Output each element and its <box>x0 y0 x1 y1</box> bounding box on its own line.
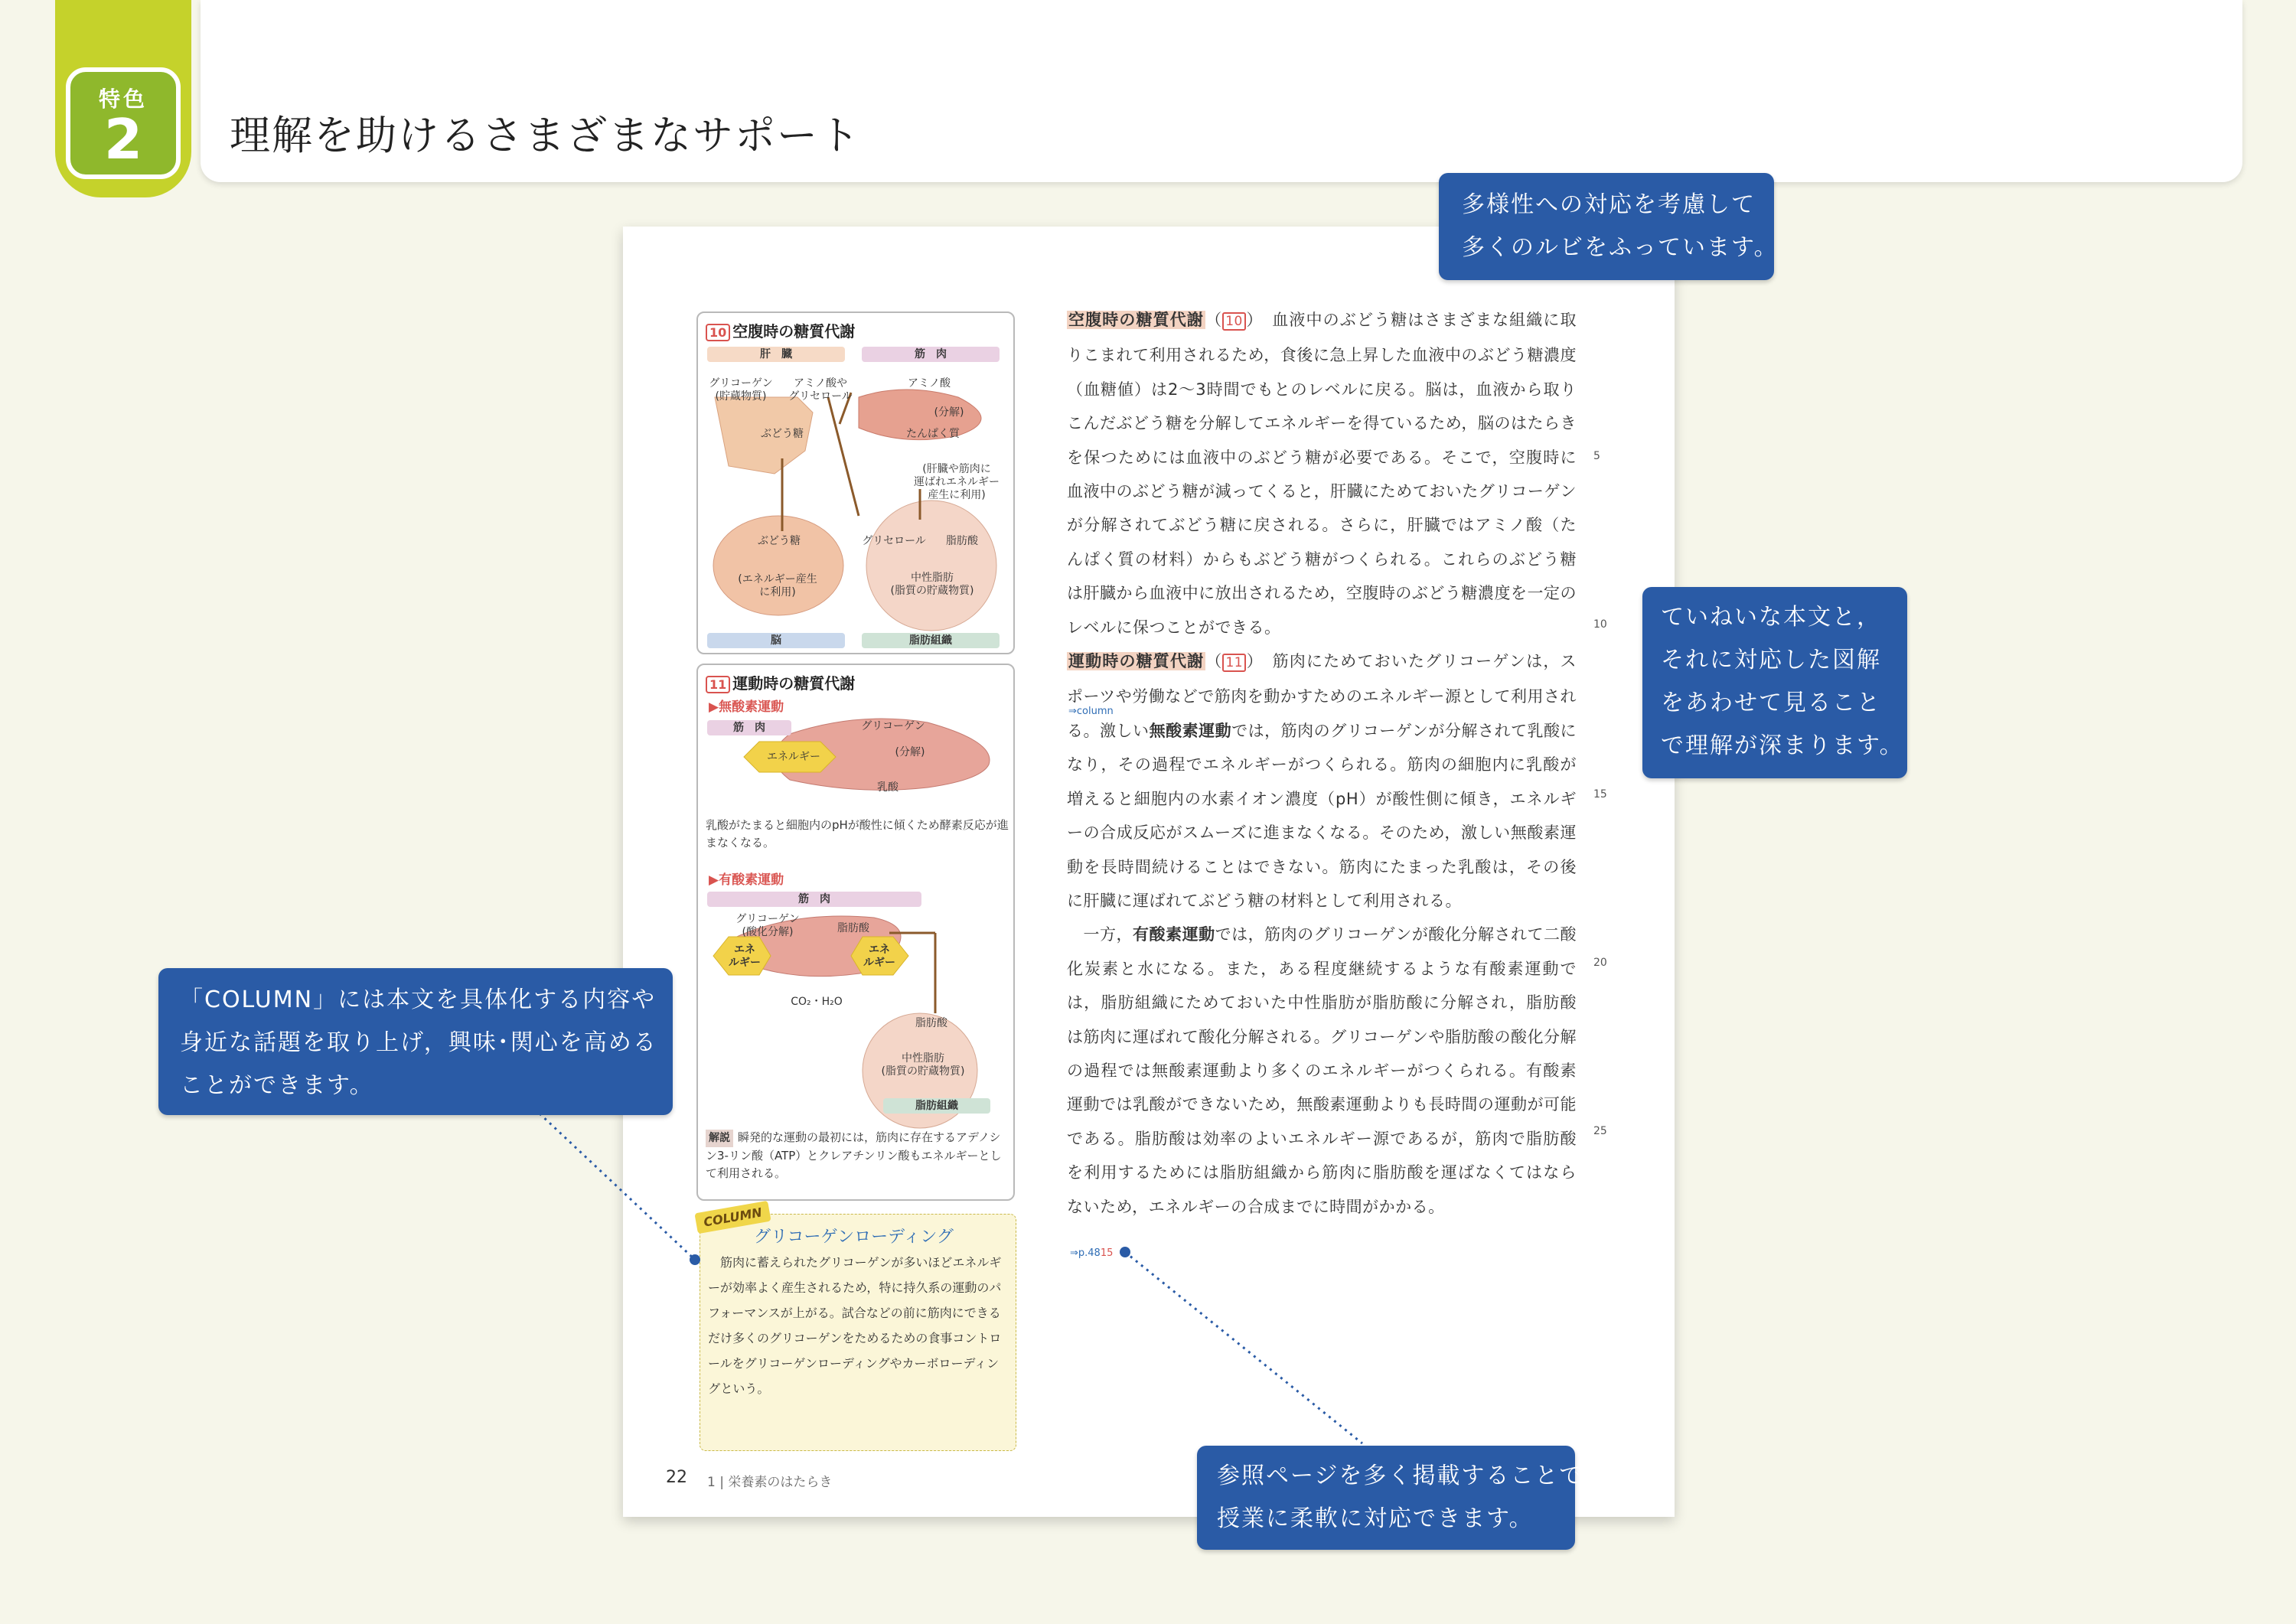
term-anaerobic: 無酸素運動 <box>1149 721 1232 740</box>
text-aerobic-a: 一方， <box>1067 925 1133 944</box>
aerobic-heading: ▶有酸素運動 <box>709 872 784 888</box>
label-glucose-liver: ぶどう糖 <box>761 428 804 440</box>
label-lactic: 乳酸 <box>877 781 899 794</box>
page-number: 22 <box>666 1468 687 1487</box>
heading-exercise: 運動時の糖質代謝 <box>1068 652 1205 671</box>
figure-ref-11: 11 <box>1222 654 1246 672</box>
column-reference[interactable]: ⇒column <box>1068 706 1114 717</box>
figure-11-title: 11 運動時の糖質代謝 <box>706 671 855 693</box>
label-glycogen-anaerobic: グリコーゲン <box>861 720 925 732</box>
label-energy-anaerobic: エネルギー <box>767 751 820 763</box>
label-protein: たんぱく質 <box>906 428 960 440</box>
column-body: 筋肉に蓄えられたグリコーゲンが多いほどエネルギーが効率よく産生されるため，特に持久系の運動のパフォーマンスが上がる。試合などの前に筋肉にできるだけ多くのグリコーゲンをためるための食事コントロールをグリコーゲンローディングやカーボローディングという。 <box>708 1255 1002 1396</box>
paragraph-fasting: 空腹時の糖質代謝（ 10 ） 血液中のぶどう糖はさまざまな組織に取りこまれて利用されるため，食後に急上昇した血液中のぶどう糖濃度（血糖値）は2～3時間でもとのレベルに戻る。脳は，血液から取りこんだぶどう糖を分解してエネルギーを得ているため，脳のはたらきを保つためには血液中のぶどう糖が必要である。そこで，空腹時に血液中のぶどう糖が減ってくると，肝臓にためておいたグリコーゲンが分解されてぶどう糖に戻される。さらに，肝臓ではアミノ酸（たんぱく質の材料）からもぶどう糖がつくられる。これらのぶどう糖は肝臓から血液中に放出されるため，空腹時のぶどう糖濃度を一定のレベルに保つことができる。 <box>1067 311 1577 637</box>
chapter-label: 1 | 栄養素のはたらき <box>707 1475 833 1490</box>
page-reference[interactable]: ⇒p.4815 <box>1070 1247 1114 1259</box>
heading-fasting: 空腹時の糖質代謝 <box>1068 311 1205 329</box>
label-neutral-fat-aerobic: 中性脂肪 (脂質の貯蔵物質) <box>881 1052 965 1078</box>
label-brain-energy: (エネルギー産生 に利用) <box>738 573 817 598</box>
label-amino-glycerol: アミノ酸や グリセロール <box>788 377 853 403</box>
line-number-15: 15 <box>1593 788 1607 801</box>
label-energy-right: エネ ルギー <box>863 944 895 969</box>
column-pointer-dot <box>690 1254 700 1265</box>
term-aerobic: 有酸素運動 <box>1133 925 1215 944</box>
text-exercise-b: では，筋肉のグリコーゲンが分解されて乳酸になり，その過程でエネルギーがつくられる。筋肉の細胞内に乳酸が増えると細胞内の水素イオン濃度（pH）が酸性側に傾き，エネルギーの合成反応がスムーズに進まなくなる。そのため，激しい無酸素運動を長時間続けることはできない。筋肉にたまった乳酸は，その後に肝臓に運ばれてぶどう糖の材料として利用される。 <box>1067 721 1577 910</box>
badge-number: 2 <box>103 107 143 171</box>
callout-reference: 参照ページを多く掲載することで， 授業に柔軟に対応できます。 <box>1197 1446 1575 1550</box>
label-glycogen-aerobic: グリコーゲン (酸化分解) <box>735 913 800 938</box>
label-muscle: 筋 肉 <box>862 347 1000 362</box>
line-number-25: 25 <box>1593 1125 1607 1137</box>
label-brain: 脳 <box>707 633 845 648</box>
text-fasting: 血液中のぶどう糖はさまざまな組織に取りこまれて利用されるため，食後に急上昇した血液中のぶどう糖濃度（血糖値）は2～3時間でもとのレベルに戻る。脳は，血液から取りこんだぶどう糖を分解してエネルギーを得ているため，脳のはたらきを保つためには血液中のぶどう糖が必要である。そこで，空腹時に血液中のぶどう糖が減ってくると，肝臓にためておいたグリコーゲンが分解されてぶどう糖に戻される。さらに，肝臓ではアミノ酸（たんぱく質の材料）からもぶどう糖がつくられる。これらのぶどう糖は肝臓から血液中に放出されるため，空腹時のぶどう糖濃度を一定のレベルに保つことができる。 <box>1067 311 1577 637</box>
label-liver: 肝 臓 <box>707 347 845 362</box>
line-number-10: 10 <box>1593 618 1607 631</box>
column-title: グリコーゲンローディング <box>754 1228 954 1247</box>
label-energy-left: エネ ルギー <box>729 944 761 969</box>
anaerobic-heading: ▶無酸素運動 <box>709 699 784 715</box>
callout-text-figure: ていねいな本文と， それに対応した図解 をあわせて見ること で理解が深まります。 <box>1642 587 1907 778</box>
reference-pointer-dot <box>1120 1247 1130 1257</box>
label-adipose-aerobic: 脂肪組織 <box>883 1098 990 1114</box>
page-title: 理解を助けるさまざまなサポート <box>230 113 861 159</box>
kaisetsu-text: 瞬発的な運動の最初には，筋肉に存在するアデノシン3-リン酸（ATP）とクレアチンリン酸もエネルギーとして利用される。 <box>706 1130 1002 1180</box>
line-number-20: 20 <box>1593 957 1607 969</box>
label-energy-note: (肝臓や筋肉に 運ばれエネルギー 産生に利用) <box>914 463 1000 501</box>
label-co2-h2o: CO₂・H₂O <box>791 996 843 1008</box>
text-aerobic-b: では，筋肉のグリコーゲンが酸化分解されて二酸化炭素と水になる。また，ある程度継続するような有酸素運動では，脂肪組織にためておいた中性脂肪が脂肪酸に分解され，脂肪酸は筋肉に運ばれて酸化分解される。グリコーゲンや脂肪酸の酸化分解の過程では無酸素運動より多くのエネルギーがつくられる。有酸素運動では乳酸ができないため，無酸素運動よりも長時間の運動が可能である。脂肪酸は効率のよいエネルギー源であるが，筋肉で脂肪酸を利用するためには脂肪組織から筋肉に脂肪酸を運ばなくてはならないため，エネルギーの合成までに時間がかかる。 <box>1067 925 1577 1216</box>
column-tag: COLUMN <box>694 1201 771 1234</box>
label-fatty-acid-aerobic: 脂肪酸 <box>837 922 869 934</box>
label-fatty-acid-2: 脂肪酸 <box>915 1017 947 1029</box>
badge-label: 特色 <box>98 86 148 112</box>
figure-10-title: 10 空腹時の糖質代謝 <box>706 319 855 341</box>
anaerobic-note: 乳酸がたまると細胞内のpHが酸性に傾くため酵素反応が進まなくなる。 <box>706 818 1009 850</box>
label-glycerol: グリセロール <box>862 535 926 547</box>
label-glycogen: グリコーゲン (貯蔵物質) <box>709 377 773 403</box>
callout-column: 「COLUMN」には本文を具体化する内容や 身近な話題を取り上げ，興味･関心を高める ことができます。 <box>158 968 673 1115</box>
label-neutral-fat: 中性脂肪 (脂質の貯蔵物質) <box>890 572 974 597</box>
figure-ref-10: 10 <box>1222 312 1246 331</box>
label-decompose-anaerobic: (分解) <box>895 746 925 758</box>
kaisetsu-label: 解説 <box>706 1130 733 1147</box>
label-glucose-brain: ぶどう糖 <box>758 535 801 547</box>
label-amino-acid: アミノ酸 <box>908 377 951 390</box>
callout-ruby: 多様性への対応を考慮して 多くのルビをふっています。 <box>1439 173 1774 280</box>
label-muscle-anaerobic: 筋 肉 <box>707 720 791 735</box>
label-adipose: 脂肪組織 <box>862 633 1000 648</box>
line-number-5: 5 <box>1593 450 1600 462</box>
label-decompose: (分解) <box>934 406 964 419</box>
label-fatty-acid: 脂肪酸 <box>946 535 978 547</box>
text-exercise-a: 筋肉にためておいたグリコーゲンは，スポーツや労働などで筋肉を動かすためのエネルギー源として利用される。激しい <box>1067 652 1577 740</box>
label-muscle-aerobic: 筋 肉 <box>707 892 921 907</box>
paragraph-exercise: 運動時の糖質代謝（ 11 ） 筋肉にためておいたグリコーゲンは，スポーツや労働などで筋肉を動かすためのエネルギー源として利用される。激しい無酸素運動では，筋肉のグリコーゲンが分解されて乳酸になり，その過程でエネルギーがつくられる。筋肉の細胞内に乳酸が増えると細胞内の水素イオン濃度（pH）が酸性側に傾き，エネルギーの合成反応がスムーズに進まなくなる。そのため，激しい無酸素運動を長時間続けることはできない。筋肉にたまった乳酸は，その後に肝臓に運ばれてぶどう糖の材料として利用される。 <box>1067 652 1577 910</box>
